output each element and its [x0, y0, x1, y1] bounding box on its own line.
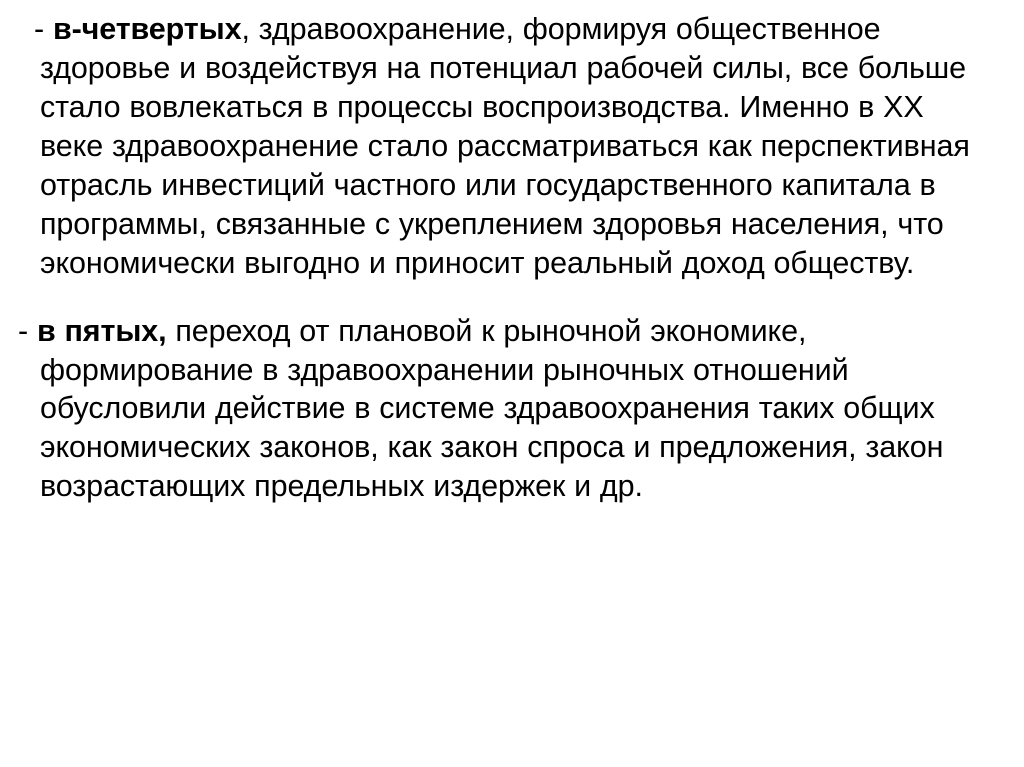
paragraph-fourth: [18, 10, 984, 283]
paragraph-fifth-lead: в пятых,: [36, 313, 167, 348]
paragraph-fourth-body: , здравоохранение, формируя общественное здоровье и воздействуя на потенциал рабочей силы, все больше стало вовлекаться в процессы воспроизводства. Именно в ХХ веке здравоохранение стало рассматриваться как перспективная отрасль инвестиций частного или государственного капитала в программы, связанные с укреплением здоровья населения, что экономически выгодно и приносит реальный доход обществу.: [40, 12, 970, 280]
paragraph-fifth-marker: -: [18, 313, 37, 348]
paragraph-fourth-lead: в-четвертых: [52, 12, 242, 46]
paragraph-fifth-body: переход от плановой к рыночной экономике, формирование в здравоохранении рыночных отношений обусловили действие в системе здравоохранения таких общих экономических законов, как закон спроса и предложения, закон возрастающих предельных издержек и др.: [40, 313, 944, 504]
paragraph-fourth-marker: -: [34, 12, 53, 46]
paragraph-fifth: [18, 312, 984, 507]
